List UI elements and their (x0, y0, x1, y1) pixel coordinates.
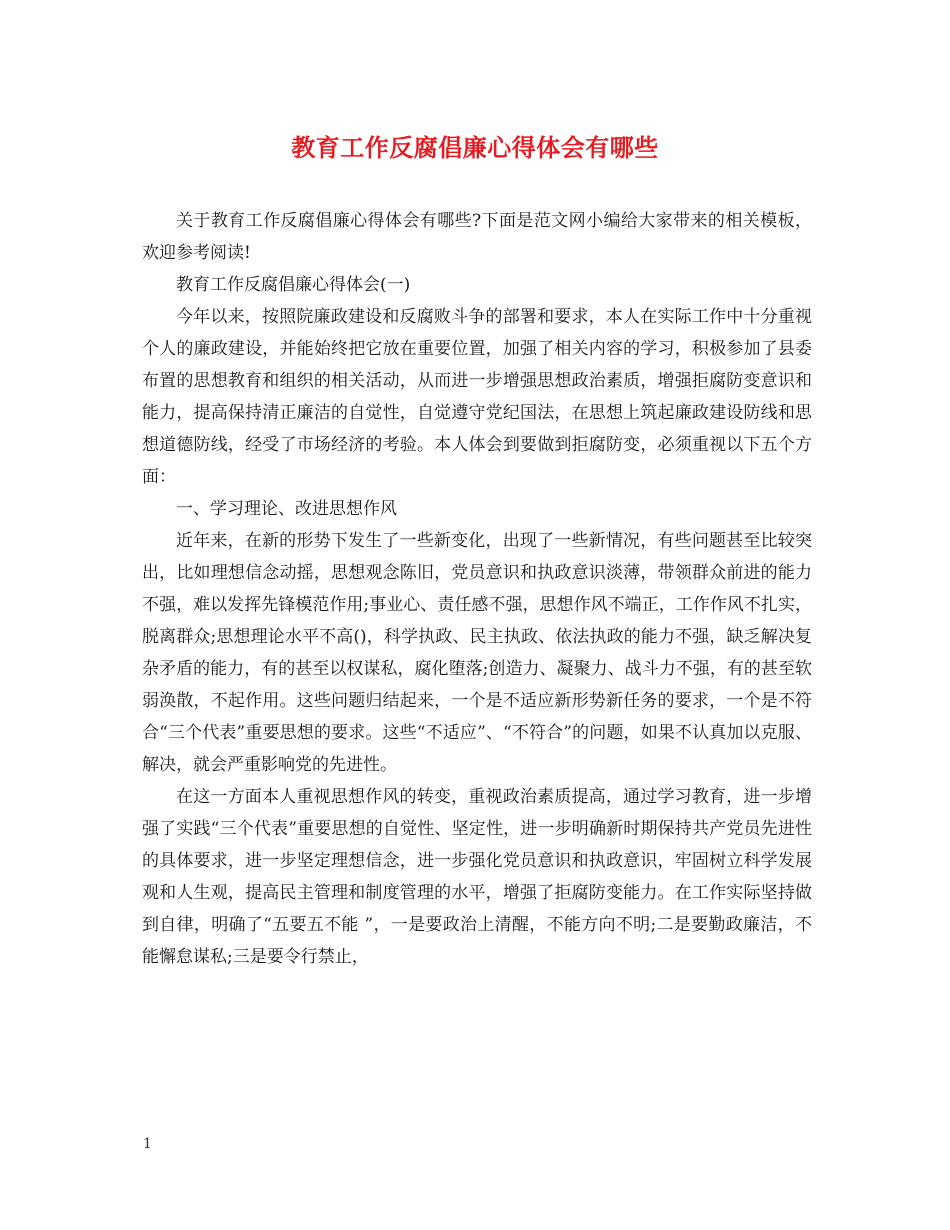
paragraph-subheading-1: 一、学习理论、改进思想作风 (176, 499, 397, 519)
paragraph-main-2: 近年来，在新的形势下发生了一些新变化，出现了一些新情况，有些问题甚至比较突出，比如理想信念动摇，思想观念陈旧，党员意识和执政意识淡薄，带领群众前进的能力不强，难以发挥先锋模范作用;事业心、责任感不强，思想作风不端正，工作作风不扎实，脱离群众;思想理论水平不高()，科学执政、民主执政、依法执政的能力不强，缺乏解决复杂矛盾的能力，有的甚至以权谋私，腐化堕落;创造力、凝聚力、战斗力不强，有的甚至软弱涣散，不起作用。这些问题归结起来，一个是不适应新形势新任务的要求，一个是不符合“三个代表”重要思想的要求。这些“不适应”、“不符合”的问题，如果不认真加以克服、解决，就会严重影响党的先进性。 (142, 531, 812, 775)
paragraph-section-heading: 教育工作反腐倡廉心得体会(一) (176, 275, 411, 295)
page-number: 1 (143, 1136, 152, 1152)
paragraph-intro: 关于教育工作反腐倡廉心得体会有哪些?下面是范文网小编给大家带来的相关模板，欢迎参考阅读! (142, 211, 812, 263)
paragraph-main-3: 在这一方面本人重视思想作风的转变，重视政治素质提高，通过学习教育，进一步增强了实践“三个代表”重要思想的自觉性、坚定性，进一步明确新时期保持共产党员先进性的具体要求，进一步坚定理想信念，进一步强化党员意识和执政意识，牢固树立科学发展观和人生观，提高民主管理和制度管理的水平，增强了拒腐防变能力。在工作实际坚持做到自律，明确了“五要五不能 ”，一是要政治上清醒，不能方向不明;二是要勤政廉洁，不能懈怠谋私;三是要令行禁止， (142, 787, 812, 967)
document-title: 教育工作反腐倡廉心得体会有哪些 (291, 133, 659, 162)
paragraph-main-1: 今年以来，按照院廉政建设和反腐败斗争的部署和要求，本人在实际工作中十分重视个人的廉政建设，并能始终把它放在重要位置，加强了相关内容的学习，积极参加了县委布置的思想教育和组织的相关活动，从而进一步增强思想政治素质，增强拒腐防变意识和能力，提高保持清正廉洁的自觉性，自觉遵守党纪国法，在思想上筑起廉政建设防线和思想道德防线，经受了市场经济的考验。本人体会到要做到拒腐防变，必须重视以下五个方面： (142, 307, 812, 487)
document-body (142, 205, 812, 973)
